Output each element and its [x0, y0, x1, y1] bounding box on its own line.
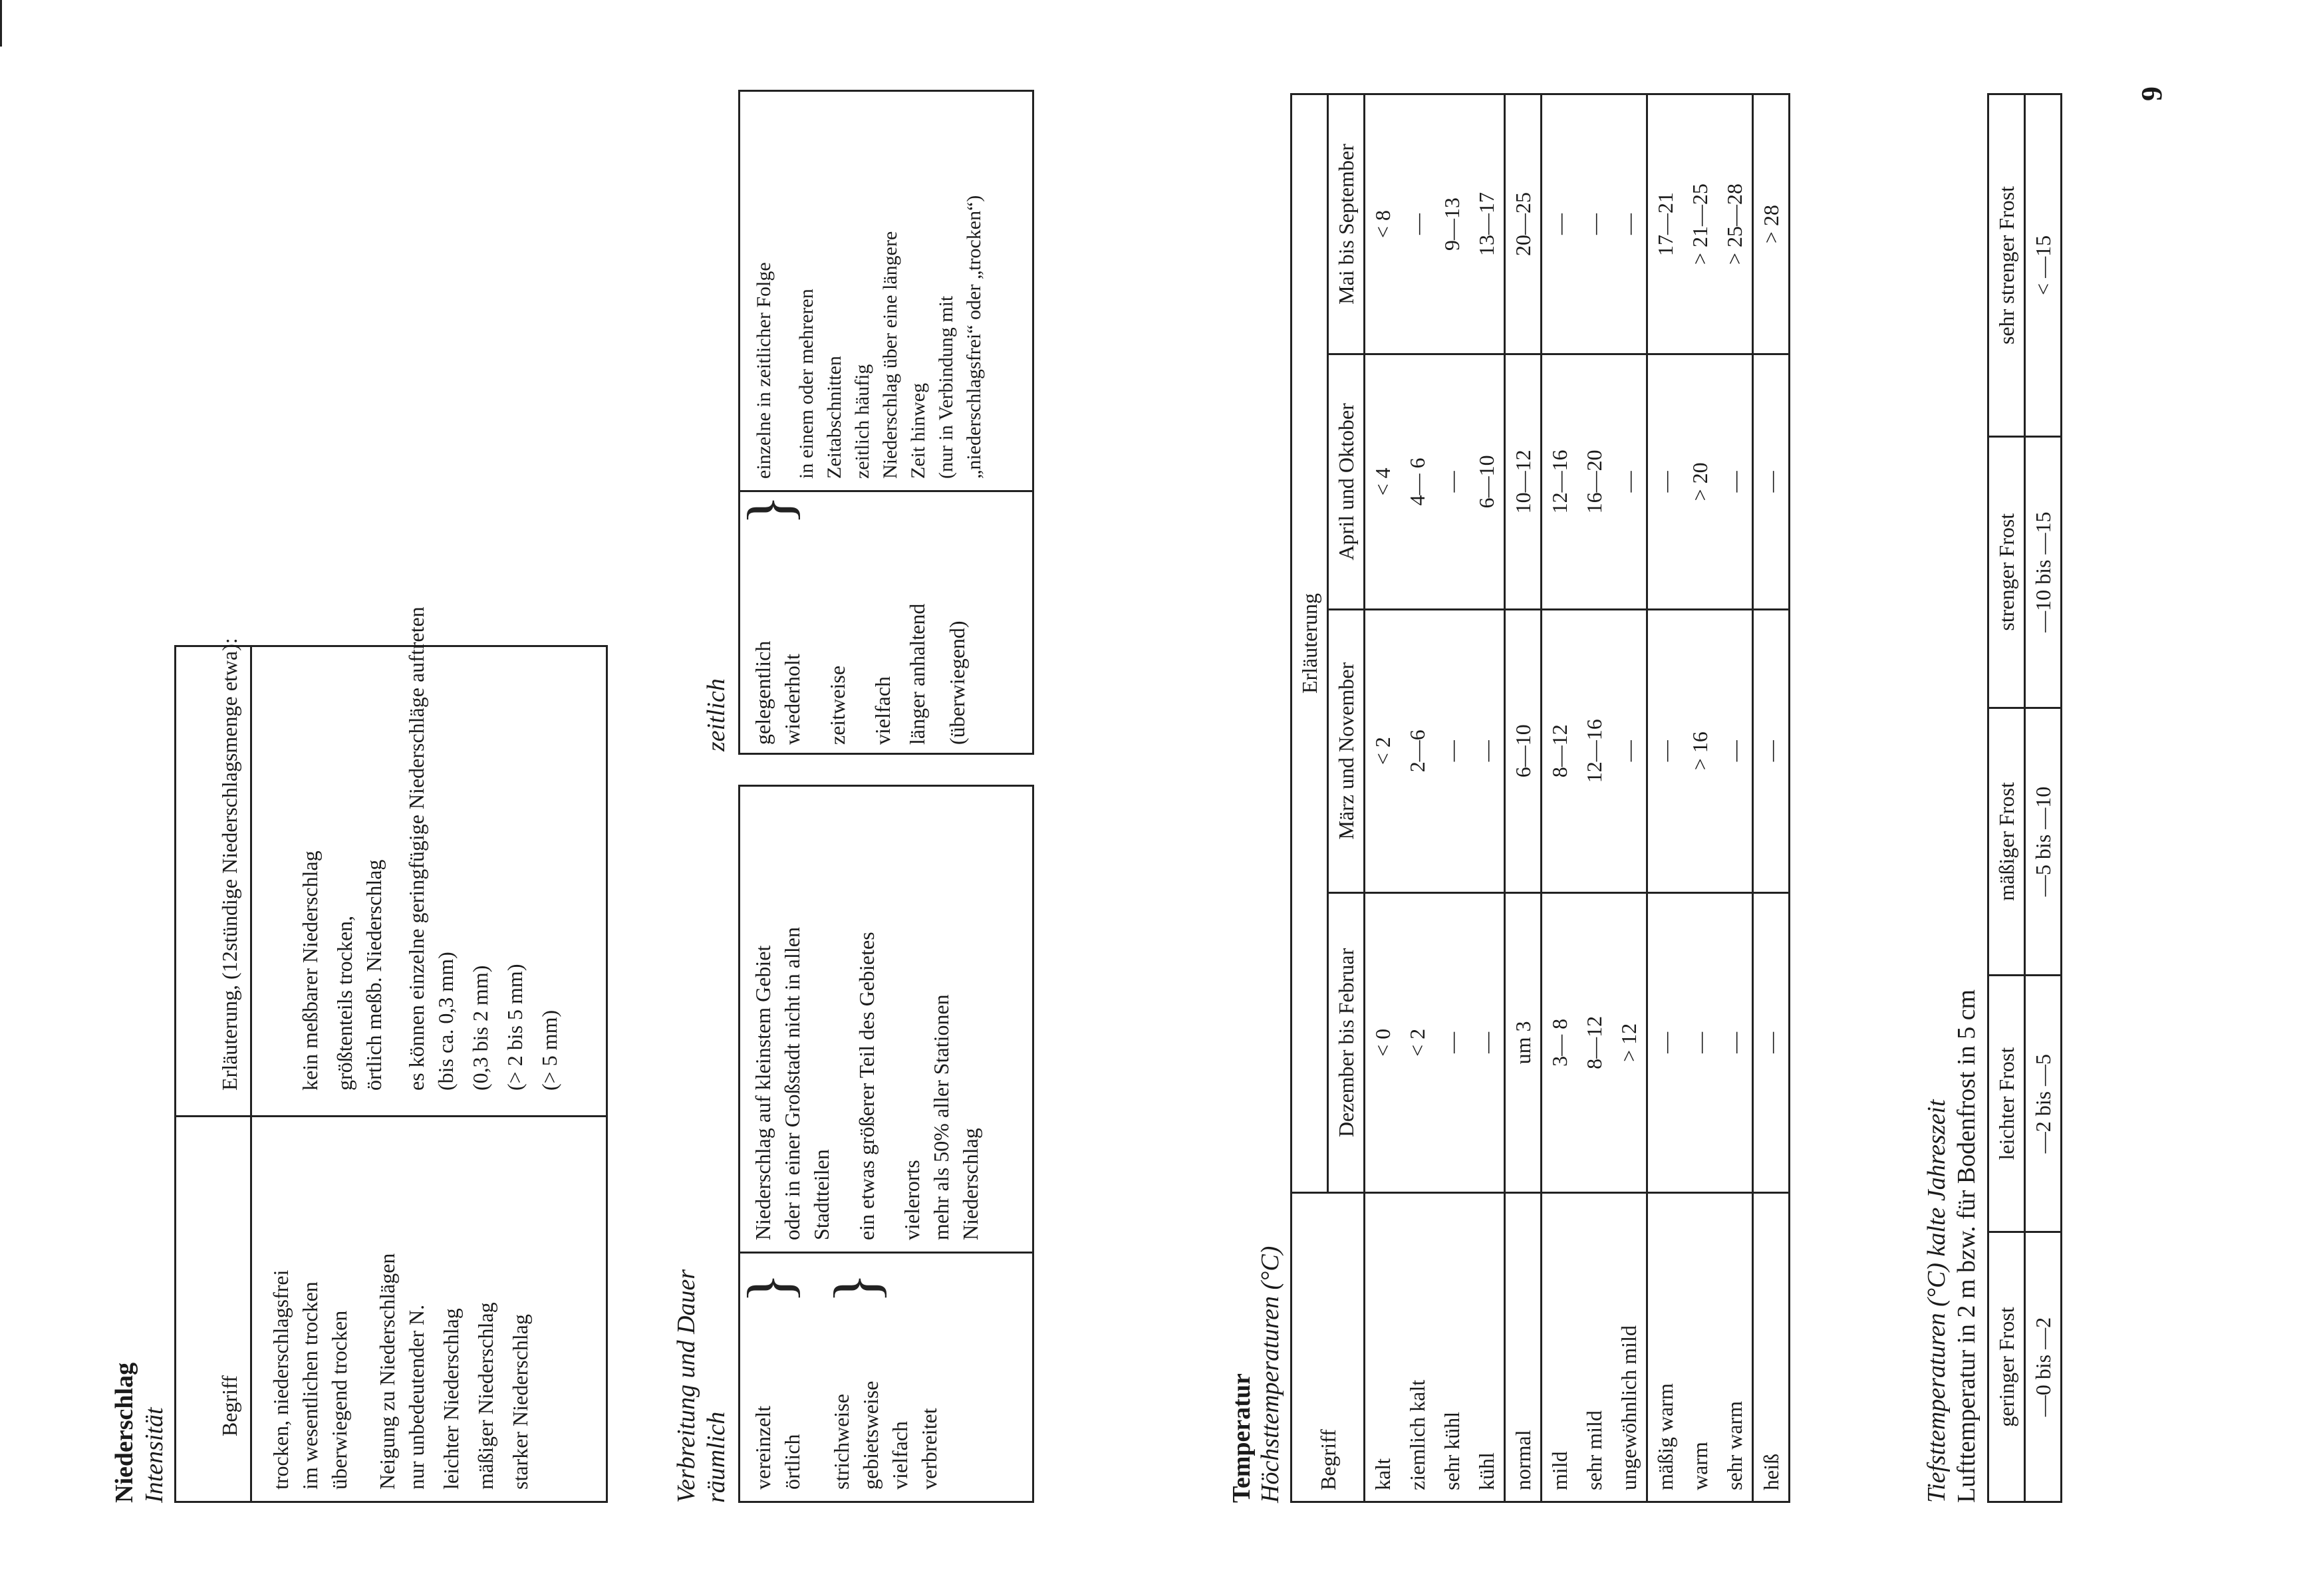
intensity-erlaeuterung: (0,3 bis 2 mm)	[468, 965, 492, 1091]
temp-value: 13—17	[1469, 94, 1505, 354]
raeumlich-term: vielfach	[888, 1420, 912, 1490]
page-number: 9	[2135, 86, 2168, 101]
raeumlich-desc: Stadtteilen	[809, 1149, 833, 1240]
temp-col-header: April und Oktober	[1328, 354, 1365, 610]
temp-value: —	[1542, 94, 1577, 354]
table-row	[1753, 94, 1790, 1502]
temp-col-header: Dezember bis Februar	[1328, 892, 1365, 1192]
intensity-erlaeuterung: kein meßbarer Niederschlag	[298, 851, 322, 1091]
raeumlich-term: örtlich	[780, 1434, 804, 1490]
zeitlich-desc: Zeitabschnitten	[823, 356, 845, 479]
zeitlich-divider	[738, 490, 1034, 492]
temp-value: 8—12	[1577, 892, 1611, 1192]
top-rule	[0, 0, 2, 47]
zeitlich-term: zeitweise	[825, 665, 849, 745]
raeumlich-desc: Niederschlag auf kleinstem Gebiet	[751, 945, 775, 1240]
temp-value: —	[1434, 892, 1469, 1192]
table-row	[2025, 94, 2062, 1502]
temp-value: 9—13	[1434, 94, 1469, 354]
zeitlich-desc: Zeit hinweg	[907, 382, 929, 479]
subtitle-tiefsttemperaturen: Tiefsttemperaturen (°C) kalte Jahreszeit	[1923, 1099, 1951, 1503]
brace-icon: }	[821, 1272, 892, 1303]
zeitlich-desc: Niederschlag über eine längere	[879, 231, 901, 479]
table-row	[1717, 94, 1753, 1502]
temp-value: —	[1647, 354, 1683, 610]
temp-value: —	[1647, 892, 1683, 1192]
intensity-col-divider	[174, 1115, 608, 1117]
frost-header: geringer Frost	[1988, 1232, 2025, 1502]
temp-value: —	[1611, 354, 1647, 610]
raeumlich-divider	[738, 1252, 1034, 1254]
intensity-erlaeuterung: (> 2 bis 5 mm)	[503, 964, 527, 1091]
temp-value: > 21—25	[1683, 94, 1717, 354]
temp-value: —	[1611, 609, 1647, 892]
zeitlich-term: vielfach	[871, 676, 894, 745]
label-zeitlich: zeitlich	[702, 678, 730, 751]
raeumlich-desc: ein etwas größerer Teil des Gebietes	[855, 932, 879, 1240]
zeitlich-desc: in einem oder mehreren	[795, 289, 817, 479]
zeitlich-term: gelegentlich	[751, 640, 775, 745]
temp-value: 20—25	[1505, 94, 1542, 354]
brace-icon: }	[734, 494, 805, 525]
raeumlich-term: verbreitet	[917, 1408, 941, 1490]
zeitlich-desc: zeitlich häufig	[851, 364, 873, 479]
temp-value: 12—16	[1577, 609, 1611, 892]
temp-value: —	[1753, 609, 1790, 892]
subtitle-verbreitung: Verbreitung und Dauer	[672, 1269, 700, 1503]
temp-value: —	[1469, 609, 1505, 892]
temp-value: —	[1717, 354, 1753, 610]
table-row	[1434, 94, 1469, 1502]
temperature-table	[1290, 93, 1790, 1503]
zeitlich-right-column	[750, 196, 988, 479]
zeitlich-left-column	[748, 604, 972, 745]
intensity-col-erlaeuterung: Erläuterung, (12stündige Niederschlagsmenge etwa):	[217, 638, 241, 1091]
zeitlich-desc: (nur in Verbindung mit	[935, 295, 957, 479]
temp-value: —	[1647, 609, 1683, 892]
table-row	[1365, 94, 1401, 1502]
temp-value: < 4	[1365, 354, 1401, 610]
subtitle-lufttemperatur: Lufttemperatur in 2 m bzw. für Bodenfrost in 5 cm	[1953, 989, 1980, 1503]
temp-value: —	[1400, 94, 1434, 354]
subtitle-intensitaet: Intensität	[140, 1407, 168, 1503]
temp-value: < 2	[1400, 892, 1434, 1192]
temp-value: < 8	[1365, 94, 1401, 354]
intensity-begriff	[359, 1254, 372, 1490]
temp-begriff: mild	[1542, 1193, 1577, 1502]
intensity-begriff: leichter Niederschlag	[439, 1308, 463, 1490]
intensity-erlaeuterung: örtlich meßb. Niederschlag	[362, 859, 386, 1091]
frost-value: —10 bis —15	[2025, 436, 2062, 708]
temp-value: > 12	[1611, 892, 1647, 1192]
brace-icon: }	[734, 1272, 805, 1303]
table-row	[1505, 94, 1542, 1502]
temp-col-begriff: Begriff	[1292, 1193, 1365, 1502]
intensity-begriff: mäßiger Niederschlag	[474, 1302, 497, 1490]
temp-begriff: ungewöhnlich mild	[1611, 1193, 1647, 1502]
temp-begriff: sehr mild	[1577, 1193, 1611, 1502]
temp-col-group: Erläuterung	[1292, 94, 1328, 1193]
temp-value: 3— 8	[1542, 892, 1577, 1192]
zeitlich-term: länger anhaltend	[905, 603, 929, 745]
temp-begriff: ziemlich kalt	[1400, 1193, 1434, 1502]
intensity-begriff: überwiegend trocken	[327, 1310, 351, 1490]
temp-begriff: kalt	[1365, 1193, 1401, 1502]
raeumlich-desc: vielerorts	[900, 1160, 924, 1240]
temp-begriff: normal	[1505, 1193, 1542, 1502]
temp-begriff: mäßig warm	[1647, 1193, 1683, 1502]
frost-header: sehr strenger Frost	[1988, 94, 2025, 437]
subtitle-hoechsttemperaturen: Höchsttemperaturen (°C)	[1256, 1246, 1284, 1503]
temp-value: 8—12	[1542, 609, 1577, 892]
raeumlich-desc: mehr als 50% aller Stationen	[929, 994, 953, 1240]
zeitlich-term: wiederholt	[780, 654, 804, 745]
temp-value: > 20	[1683, 354, 1717, 610]
intensity-begriff: nur unbedeutender N.	[404, 1304, 428, 1490]
temp-value: 4— 6	[1400, 354, 1434, 610]
raeumlich-desc: Niederschlag	[958, 1128, 982, 1240]
temp-value: —	[1717, 892, 1753, 1192]
temp-value: 16—20	[1577, 354, 1611, 610]
temp-value: 17—21	[1647, 94, 1683, 354]
temp-begriff: kühl	[1469, 1193, 1505, 1502]
frost-value: —5 bis —10	[2025, 708, 2062, 976]
intensity-header-rule	[250, 645, 252, 1503]
frost-header: strenger Frost	[1988, 436, 2025, 708]
zeitlich-desc: einzelne in zeitlicher Folge	[753, 262, 775, 479]
table-row	[1647, 94, 1683, 1502]
temp-col-header: Mai bis September	[1328, 94, 1365, 354]
frost-value: —2 bis —5	[2025, 976, 2062, 1232]
temp-col-header: März und November	[1328, 609, 1365, 892]
label-raeumlich: räumlich	[702, 1411, 730, 1503]
temp-value: < 2	[1365, 609, 1401, 892]
temp-value: —	[1469, 892, 1505, 1192]
intensity-begriff-column	[266, 1254, 535, 1490]
intensity-begriff: starker Niederschlag	[508, 1314, 532, 1490]
temp-value: > 25—28	[1717, 94, 1753, 354]
frost-table	[1987, 93, 2062, 1503]
raeumlich-left-column	[748, 1381, 944, 1490]
raeumlich-right-column	[748, 927, 985, 1240]
temp-value: —	[1577, 94, 1611, 354]
table-row	[1577, 94, 1611, 1502]
temp-value: —	[1753, 354, 1790, 610]
section-title-temperatur: Temperatur	[1228, 1373, 1256, 1503]
raeumlich-term: strichweise	[829, 1394, 853, 1490]
temp-begriff: heiß	[1753, 1193, 1790, 1502]
temp-value: —	[1683, 892, 1717, 1192]
frost-value: < —15	[2025, 94, 2062, 437]
table-row	[1469, 94, 1505, 1502]
temp-value: —	[1611, 94, 1647, 354]
temp-begriff: warm	[1683, 1193, 1717, 1502]
temp-value: 10—12	[1505, 354, 1542, 610]
intensity-begriff: im wesentlichen trocken	[298, 1281, 322, 1490]
temp-value: < 0	[1365, 892, 1401, 1192]
section-title-niederschlag: Niederschlag	[110, 1362, 138, 1503]
temp-value: 6—10	[1505, 609, 1542, 892]
table-row	[1611, 94, 1647, 1502]
raeumlich-term: vereinzelt	[751, 1405, 775, 1490]
temp-begriff: sehr warm	[1717, 1193, 1753, 1502]
temp-value: 2—6	[1400, 609, 1434, 892]
raeumlich-term: gebietsweise	[859, 1381, 883, 1490]
temp-value: 12—16	[1542, 354, 1577, 610]
temp-value: —	[1434, 609, 1469, 892]
temp-value: > 28	[1753, 94, 1790, 354]
temp-value: —	[1717, 609, 1753, 892]
table-row	[1400, 94, 1434, 1502]
intensity-erlaeuterung: es können einzelne geringfügige Niederschläge auftreten	[404, 606, 428, 1091]
temp-value: —	[1753, 892, 1790, 1192]
table-row	[1542, 94, 1577, 1502]
temp-value: > 16	[1683, 609, 1717, 892]
frost-header: mäßiger Frost	[1988, 708, 2025, 976]
intensity-begriff: trocken, niederschlagsfrei	[269, 1269, 293, 1490]
intensity-begriff: Neigung zu Niederschlägen	[375, 1253, 399, 1490]
intensity-erlaeuterung	[266, 606, 295, 1091]
intensity-erlaeuterung: (bis ca. 0,3 mm)	[434, 952, 458, 1091]
zeitlich-term: (überwiegend)	[945, 620, 969, 745]
temp-value: um 3	[1505, 892, 1542, 1192]
zeitlich-desc: „niederschlagsfrei“ oder „trocken“)	[963, 195, 985, 479]
intensity-erlaeuterung: größtenteils trocken,	[333, 915, 356, 1091]
frost-header: leichter Frost	[1988, 976, 2025, 1232]
temp-value: —	[1434, 354, 1469, 610]
temp-begriff: sehr kühl	[1434, 1193, 1469, 1502]
intensity-erlaeuterung-column	[266, 606, 564, 1091]
raeumlich-desc: oder in einer Großstadt nicht in allen	[780, 927, 804, 1240]
table-row	[1683, 94, 1717, 1502]
frost-value: —0 bis —2	[2025, 1232, 2062, 1502]
intensity-erlaeuterung: (> 5 mm)	[537, 1009, 561, 1091]
intensity-col-begriff: Begriff	[217, 1375, 241, 1436]
temp-value: 6—10	[1469, 354, 1505, 610]
